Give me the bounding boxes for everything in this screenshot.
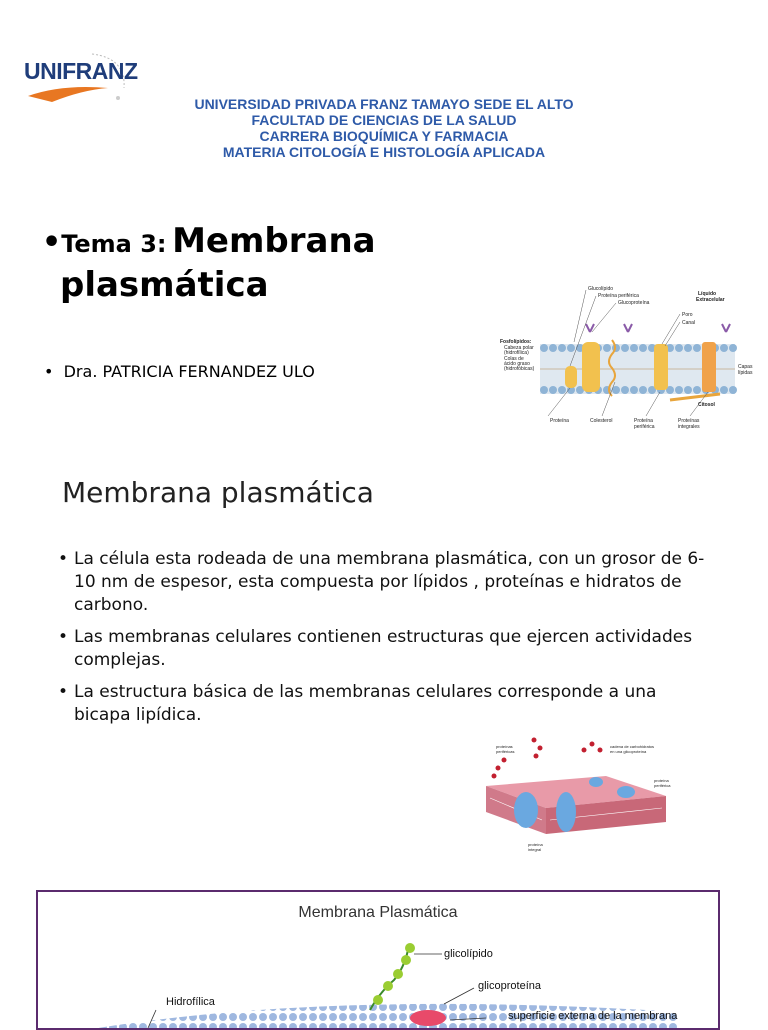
label-hidrofilica: Hidrofílica	[166, 996, 215, 1008]
svg-text:integral: integral	[528, 847, 542, 852]
integral-protein-4	[556, 792, 576, 832]
svg-text:proteína: proteína	[654, 778, 669, 783]
svg-text:Capas: Capas	[738, 364, 753, 370]
svg-text:proteínas: proteínas	[496, 744, 513, 749]
slide-title	[42, 222, 482, 304]
integral-protein-1	[582, 342, 600, 392]
membrane-figure	[36, 890, 720, 1030]
svg-text:lípidas: lípidas	[738, 370, 753, 376]
bullet-item-1: • La célula esta rodeada de una membrana plasmática, con un grosor de 6-10 nm de espesor, esta compuesta por lípidos , proteínas e hidratos de carbono.	[58, 548, 718, 617]
svg-text:(hidrofílica): (hidrofílica)	[504, 350, 529, 356]
svg-text:periférica: periférica	[654, 783, 671, 788]
svg-text:Glucolípido: Glucolípido	[588, 286, 614, 292]
svg-text:Citosol: Citosol	[698, 402, 715, 408]
svg-text:Colesterol: Colesterol	[590, 418, 613, 424]
svg-text:Proteínas: Proteínas	[678, 418, 700, 424]
cytoskeleton-filament	[670, 394, 720, 400]
bullet-item-2: • Las membranas celulares contienen estructuras que ejercen actividades complejas.	[58, 626, 718, 672]
header-subject: MATERIA CITOLOGÍA E HISTOLOGÍA APLICADA	[222, 144, 546, 160]
svg-text:Proteína periférica: Proteína periférica	[598, 293, 639, 299]
header-faculty: FACULTAD DE CIENCIAS DE LA SALUD	[251, 112, 517, 128]
label-glicolipido: glicolípido	[444, 948, 493, 960]
title-prefix: Tema 3:	[61, 230, 167, 258]
svg-text:Proteína: Proteína	[634, 418, 653, 424]
integral-protein-2	[702, 342, 716, 392]
svg-text:en una glicoproteína: en una glicoproteína	[610, 749, 647, 754]
svg-text:Poro: Poro	[682, 312, 693, 318]
svg-text:(hidrofóbicas): (hidrofóbicas)	[504, 366, 535, 372]
section-title: Membrana plasmática	[62, 476, 374, 509]
svg-text:Líquido: Líquido	[698, 291, 717, 297]
svg-text:periféricas: periféricas	[496, 749, 515, 754]
svg-text:Proteína: Proteína	[550, 418, 569, 424]
glycolipid-icon	[624, 324, 632, 332]
peripheral-protein-2	[617, 786, 635, 798]
author-bullet: •	[44, 362, 64, 381]
bullet-item-3: • La estructura básica de las membranas celulares corresponde a una bicapa lipídica.	[58, 681, 718, 727]
author-name: Dra. PATRICIA FERNANDEZ ULO	[63, 362, 315, 381]
channel-protein	[654, 344, 668, 390]
svg-text:cadena de carbohidratos: cadena de carbohidratos	[610, 744, 655, 749]
bullet-list	[58, 548, 718, 736]
svg-text:Cabeza polar: Cabeza polar	[504, 345, 534, 351]
svg-text:Canal: Canal	[682, 320, 696, 326]
title-main-2: plasmática	[60, 265, 269, 305]
header-university: UNIVERSIDAD PRIVADA FRANZ TAMAYO SEDE EL ALTO	[194, 96, 574, 112]
carbohydrate-icon	[722, 324, 730, 332]
svg-text:periférica: periférica	[634, 424, 655, 430]
title-bullet: •	[42, 225, 62, 260]
figure-title: Membrana Plasmática	[298, 904, 458, 921]
svg-text:integrales: integrales	[678, 424, 700, 430]
integral-protein-3	[514, 792, 538, 828]
svg-text:ácido graso: ácido graso	[504, 361, 530, 367]
svg-text:Colas de: Colas de	[504, 356, 524, 362]
svg-text:Fosfolípidos:: Fosfolípidos:	[500, 339, 532, 345]
label-glicoproteina: glicoproteína	[478, 980, 541, 992]
membrane-diagram-2	[476, 736, 686, 856]
peripheral-protein-1	[565, 366, 577, 388]
svg-text:proteína: proteína	[528, 842, 543, 847]
svg-text:Extracelular: Extracelular	[696, 297, 725, 303]
svg-text:Glucoproteína: Glucoproteína	[618, 300, 650, 306]
author	[44, 362, 315, 381]
membrane-diagram-1	[490, 282, 760, 432]
logo-text: UNIFRANZ	[24, 58, 138, 84]
institution-header	[120, 96, 648, 160]
label-superficie: superficie externa de la membrana	[508, 1010, 678, 1022]
peripheral-protein-3	[589, 777, 603, 787]
header-career: CARRERA BIOQUÍMICA Y FARMACIA	[259, 128, 509, 144]
title-main-1: Membrana	[172, 221, 376, 261]
